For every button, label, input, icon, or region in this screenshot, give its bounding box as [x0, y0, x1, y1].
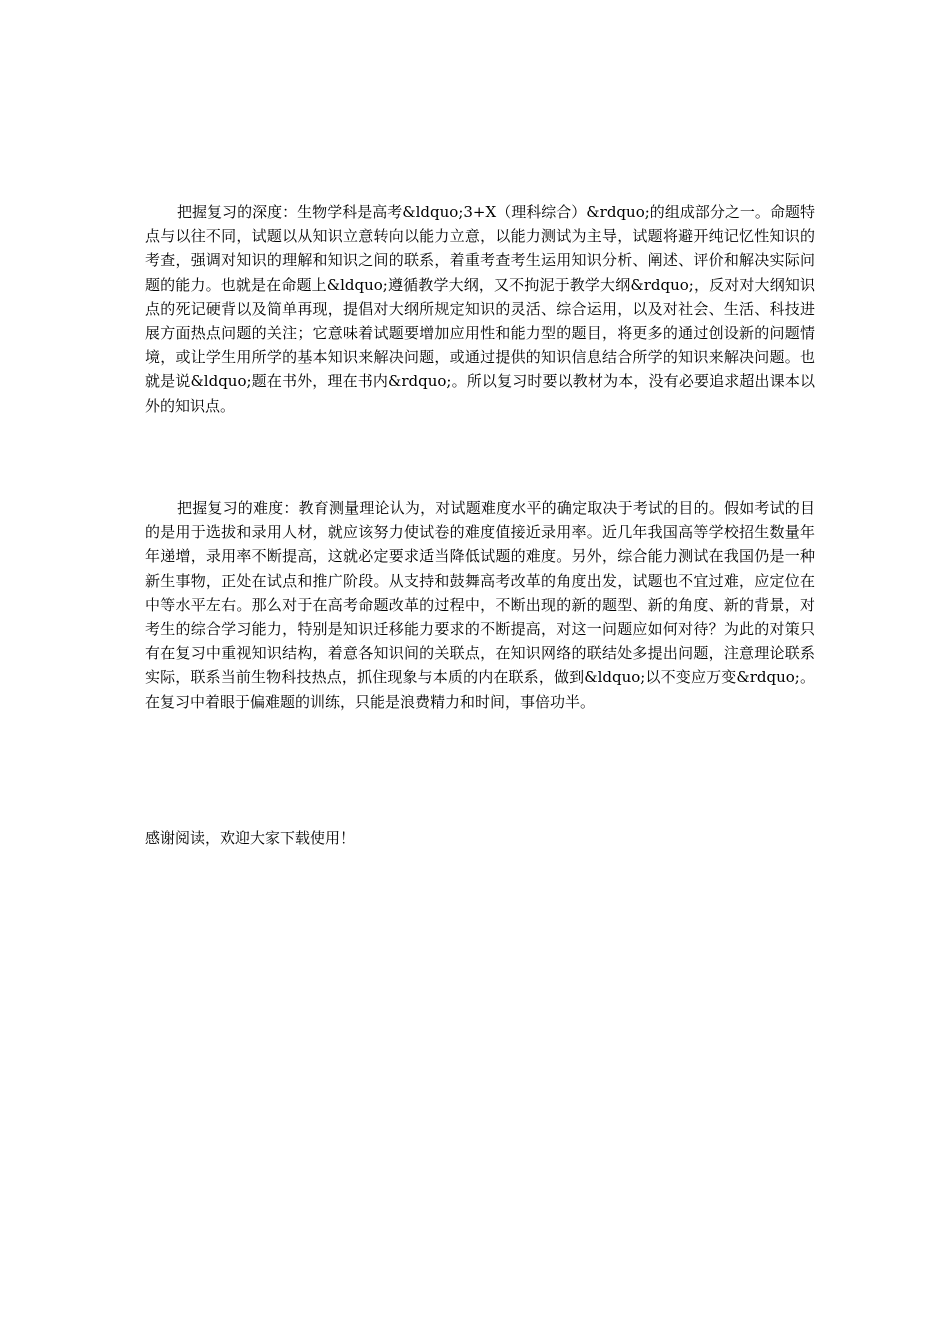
paragraph-review-difficulty: 把握复习的难度：教育测量理论认为，对试题难度水平的确定取决于考试的目的。假如考试的目的是用于选拔和录用人材，就应该努力使试卷的难度值接近录用率。近几年我国高等学校招生数量年年递增，录用率不断提高，这就必定要求适当降低试题的难度。另外，综合能力测试在我国仍是一种新生事物，正处在试点和推广阶段。从支持和鼓舞高考改革的角度出发，试题也不宜过难，应定位在中等水平左右。那么对于在高考命题改革的过程中，不断出现的新的题型、新的角度、新的背景，对考生的综合学习能力，特别是知识迁移能力要求的不断提高，对这一问题应如何对待？为此的对策只有在复习中重视知识结构，着意各知识间的关联点，在知识网络的联结处多提出问题，注意理论联系实际，联系当前生物科技热点，抓住现象与本质的内在联系，做到&ldquo;以不变应万变&rdquo;。在复习中着眼于偏难题的训练，只能是浪费精力和时间，事倍功半。	[145, 499, 815, 711]
paragraph-review-depth: 把握复习的深度：生物学科是高考&ldquo;3+X（理科综合）&rdquo;的组成部分之一。命题特点与以往不同，试题以从知识立意转向以能力立意，以能力测试为主导，试题将避开纯记忆性知识的考查，强调对知识的理解和知识之间的联系，着重考查考生运用知识分析、阐述、评价和解决实际问题的能力。也就是在命题上&ldquo;遵循教学大纲，又不拘泥于教学大纲&rdquo;，反对对大纲知识点的死记硬背以及简单再现，提倡对大纲所规定知识的灵活、综合运用，以及对社会、生活、科技进展方面热点问题的关注；它意味着试题要增加应用性和能力型的题目，将更多的通过创设新的问题情境，或让学生用所学的基本知识来解决问题，或通过提供的知识信息结合所学的知识来解决问题。也就是说&ldquo;题在书外，理在书内&rdquo;。所以复习时要以教材为本，没有必要追求超出课本以外的知识点。	[145, 203, 815, 415]
closing-text: 感谢阅读，欢迎大家下载使用！	[145, 829, 356, 847]
